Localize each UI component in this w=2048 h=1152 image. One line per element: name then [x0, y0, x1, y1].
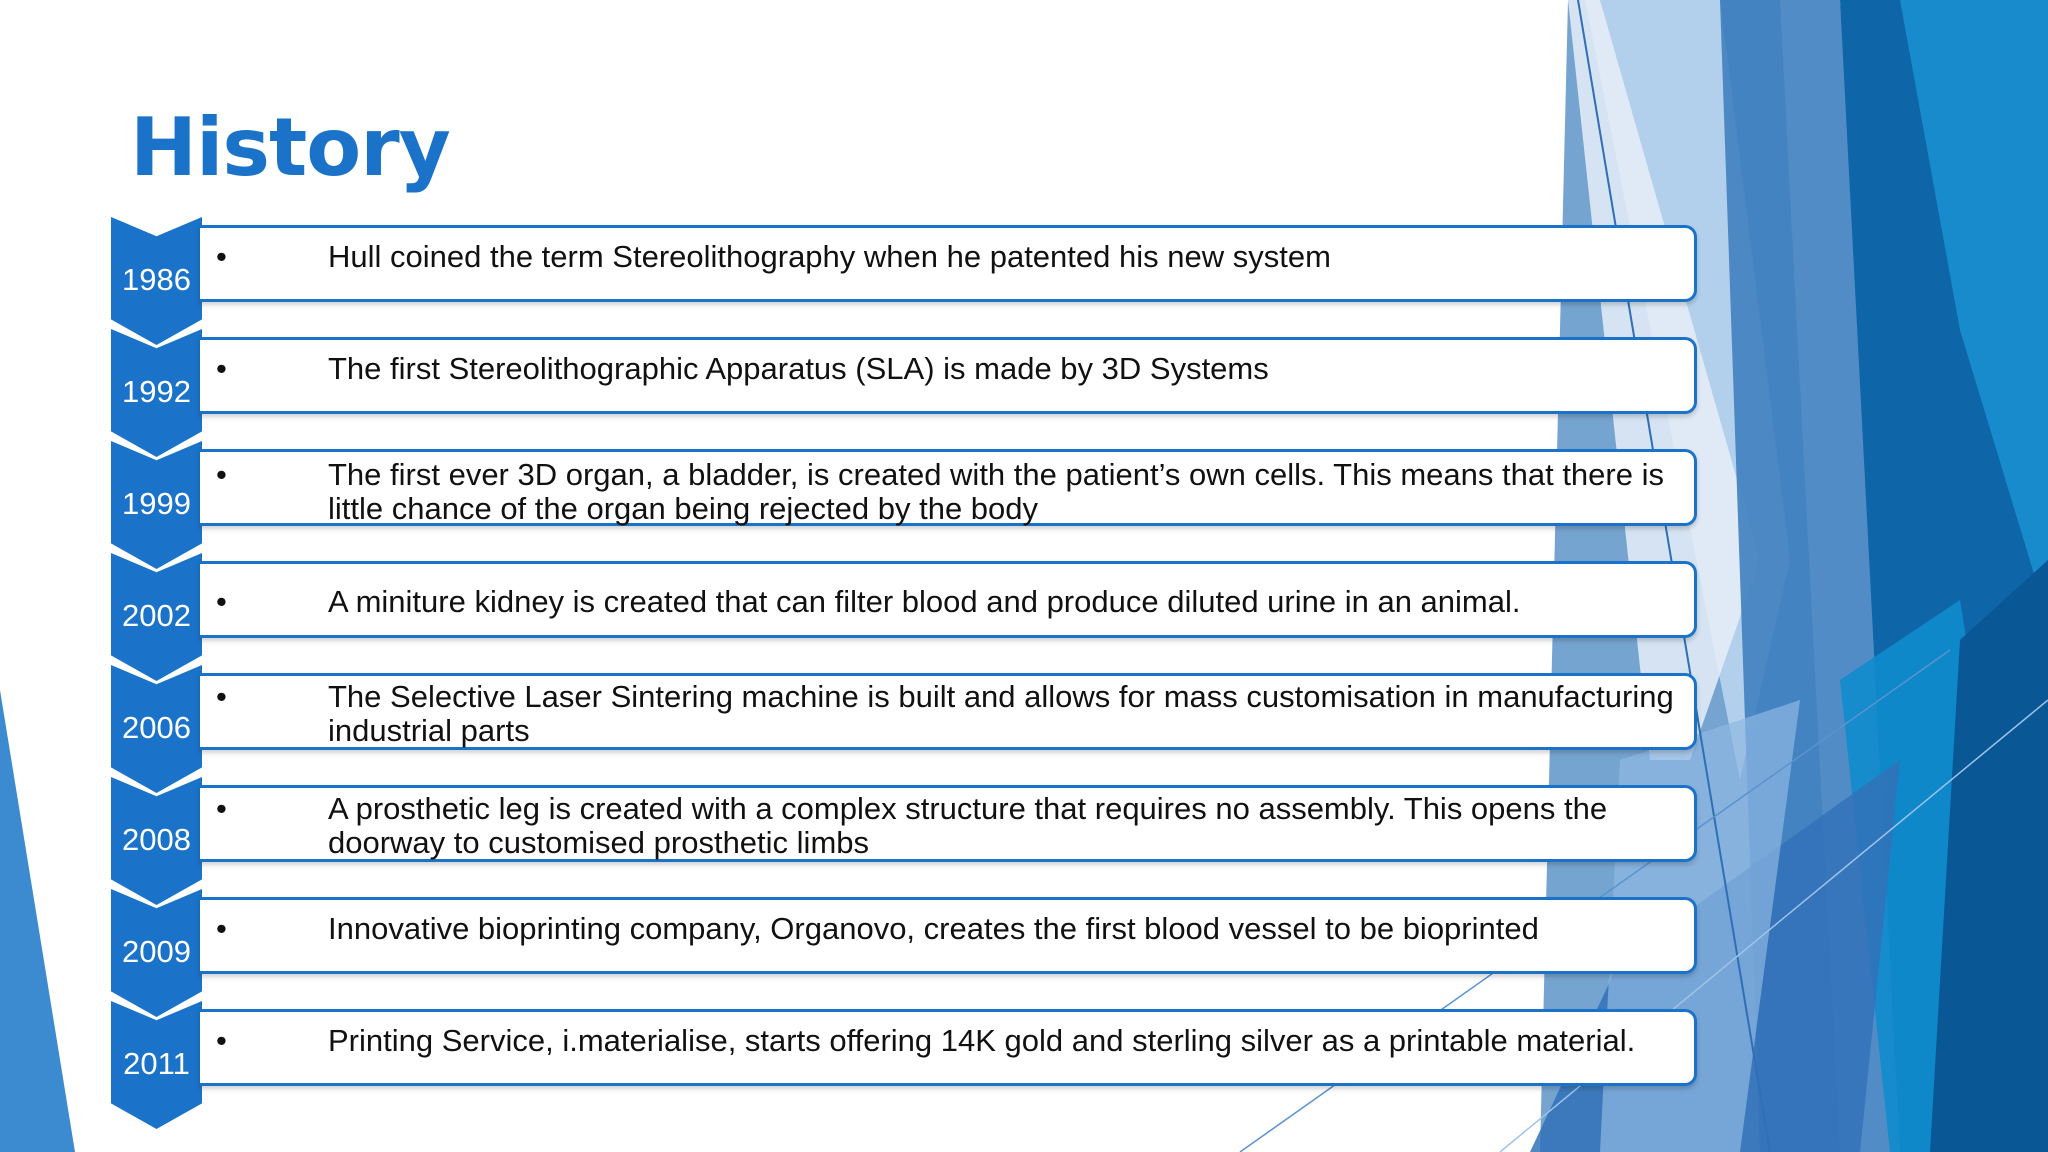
bullet-glyph: •	[216, 679, 227, 714]
timeline-item	[111, 329, 1701, 457]
bullet-glyph: •	[216, 911, 227, 946]
timeline-item	[111, 1001, 1701, 1129]
year-label: 1999	[122, 486, 191, 521]
timeline-item	[111, 665, 1701, 793]
event-box	[200, 673, 1697, 750]
year-label: 2009	[122, 934, 191, 969]
year-label: 2002	[122, 598, 191, 633]
page-title: History	[130, 101, 450, 194]
year-label: 2008	[122, 822, 191, 857]
timeline-item	[111, 441, 1701, 569]
bullet-glyph: •	[216, 351, 227, 386]
event-box	[200, 897, 1697, 974]
timeline-item	[111, 217, 1701, 345]
event-box	[200, 449, 1697, 526]
bullet-glyph: •	[216, 239, 227, 274]
bullet-glyph: •	[216, 584, 227, 619]
year-label: 1992	[122, 374, 191, 409]
event-box	[200, 561, 1697, 638]
bullet-glyph: •	[216, 791, 227, 826]
event-text: A prosthetic leg is created with a complex structure that requires no assembly. This opens the doorway to customised prosthetic limbs	[328, 791, 1608, 860]
event-text: The Selective Laser Sintering machine is built and allows for mass customisation in manufacturing industrial parts	[328, 679, 1674, 748]
timeline-item	[111, 553, 1701, 681]
timeline-item	[111, 777, 1701, 905]
timeline-item	[111, 889, 1701, 1017]
year-label: 2011	[123, 1046, 190, 1081]
bullet-glyph: •	[216, 1023, 227, 1058]
bullet-glyph: •	[216, 457, 227, 492]
event-text: Hull coined the term Stereolithography when he patented his new system	[328, 239, 1331, 274]
event-box	[200, 337, 1697, 414]
event-text: The first ever 3D organ, a bladder, is created with the patient’s own cells. This means that there is little chance of the organ being rejected by the body	[328, 457, 1664, 526]
event-text: The first Stereolithographic Apparatus (SLA) is made by 3D Systems	[328, 351, 1269, 386]
year-label: 1986	[122, 262, 191, 297]
year-label: 2006	[122, 710, 191, 745]
event-box	[200, 225, 1697, 302]
event-box	[200, 785, 1697, 862]
event-box	[200, 1009, 1697, 1086]
event-text: Printing Service, i.materialise, starts offering 14K gold and sterling silver as a printable material.	[328, 1023, 1636, 1058]
event-text: A miniture kidney is created that can filter blood and produce diluted urine in an animal.	[328, 584, 1521, 619]
event-text: Innovative bioprinting company, Organovo, creates the first blood vessel to be bioprinted	[328, 911, 1539, 946]
